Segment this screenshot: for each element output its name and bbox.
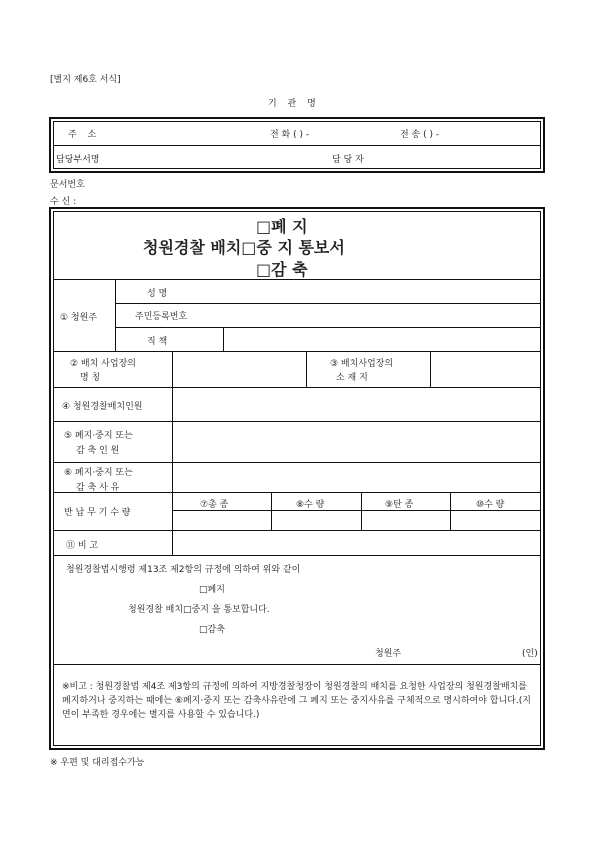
- main-form-inner: [53, 211, 541, 746]
- statement-line-1: 청원경찰법시행령 제13조 제2항의 규정에 의하여 위와 같이: [66, 565, 301, 575]
- gun-quantity-header: ⑧수 량: [296, 500, 325, 510]
- site-location-label-1: ③ 배치사업장의: [330, 359, 394, 369]
- reduce-people-label-1: ⑤ 폐지·중지 또는: [64, 431, 133, 441]
- form-number: [별지 제6호 서식]: [50, 75, 121, 85]
- recipient-label: 수 신 :: [50, 197, 77, 207]
- institution-name: 기 관 명: [268, 99, 320, 109]
- ammo-quantity-header: ⑩수 량: [476, 500, 505, 510]
- site-location-label-2: 소 재 지: [336, 373, 368, 383]
- personnel-label: ④ 청원경찰배치인원: [62, 402, 143, 412]
- site-name-label-2: 명 칭: [80, 373, 101, 383]
- site-name-label-1: ② 배치 사업장의: [70, 359, 136, 369]
- fax-label: 전 송 ( ) -: [400, 130, 440, 140]
- seal-label: (인): [522, 649, 538, 659]
- doc-number-label: 문서번호: [50, 180, 85, 190]
- statement-line-2: 청원경찰 배치□중지 을 통보합니다.: [128, 605, 270, 615]
- requester-label: ① 청원주: [60, 313, 98, 323]
- title-option-abolish: □폐 지: [256, 217, 308, 236]
- gun-type-header: ⑦총 종: [200, 500, 229, 510]
- name-label: 성 명: [147, 289, 168, 299]
- remarks-label: ⑪ 비 고: [66, 541, 99, 551]
- title-option-reduce: □감 축: [256, 260, 308, 279]
- form-title: 청원경찰 배치□중 지 통보서: [143, 238, 345, 257]
- phone-label: 전 화 ( ) -: [270, 130, 310, 140]
- dept-label: 담당부서명: [56, 155, 100, 165]
- statement-option-abolish: □폐지: [199, 585, 225, 595]
- person-label: 담 당 자: [332, 155, 364, 165]
- address-label: 주 소: [68, 130, 101, 140]
- header-divider: [53, 145, 541, 146]
- resident-number-label: 주민등록번호: [135, 312, 188, 322]
- signer-label: 청원주: [375, 649, 402, 659]
- ammo-type-header: ⑨탄 종: [385, 500, 414, 510]
- statement-option-reduce: □감축: [199, 625, 225, 635]
- position-label: 직 책: [147, 337, 168, 347]
- note-text: ※비고 : 청원경찰법 제4조 제3항의 규정에 의하여 지방경찰청장이 청원경찰의 배치를 요청한 사업장의 청원경찰배치를 폐지하거나 중지하는 때에는 ⑥폐지·중지 또는 감축사유란에 그 폐지 또는 중지사유를 구체적으로 명시하여야 합니다.(지면이 부족한 경우에는 별지를 사용할 수 있습니다.): [62, 682, 531, 720]
- reduce-reason-label-2: 감 축 사 유: [76, 483, 120, 493]
- weapons-label: 반 납 무 기 수 량: [64, 508, 131, 518]
- reduce-reason-label-1: ⑥ 폐지·중지 또는: [64, 468, 133, 478]
- footer-note: ※ 우편 및 대리접수가능: [50, 758, 145, 768]
- reduce-people-label-2: 감 축 인 원: [76, 446, 120, 456]
